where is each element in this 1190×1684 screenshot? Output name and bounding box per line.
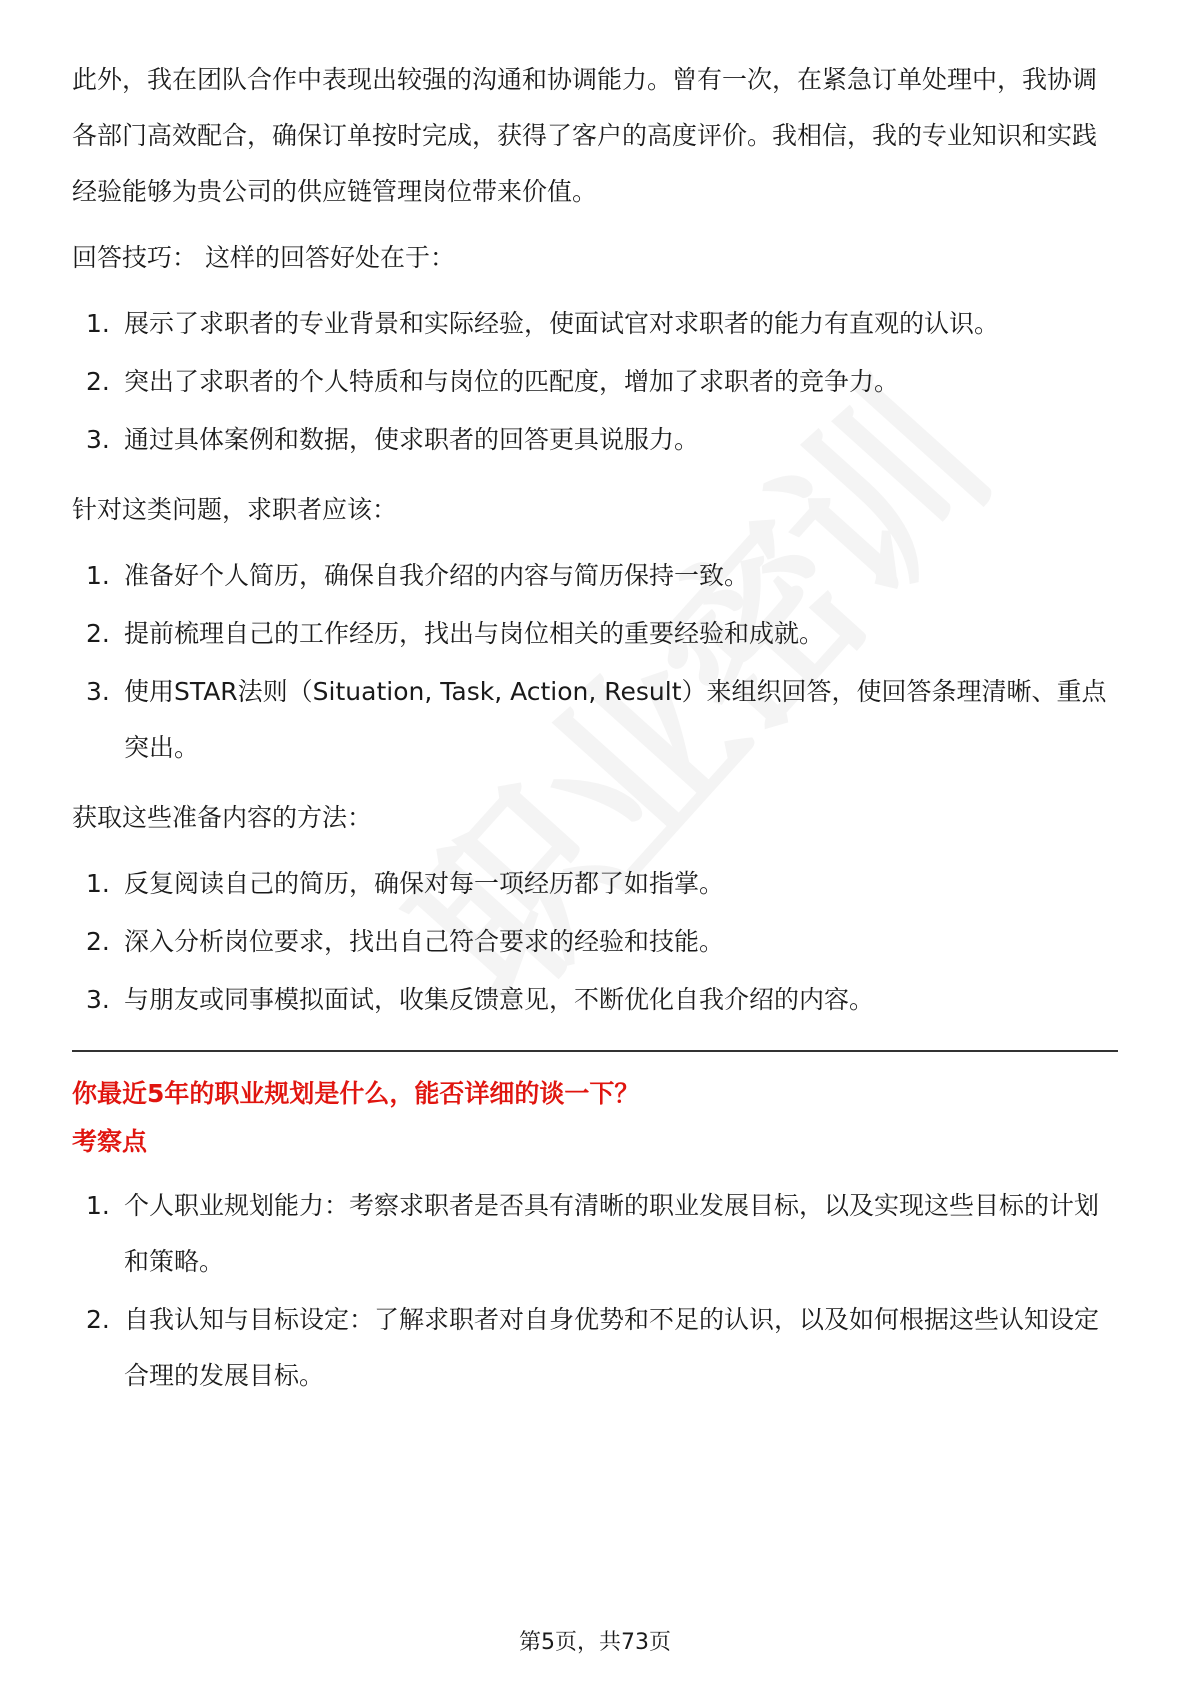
list-item bbox=[72, 296, 1118, 352]
list-text: 准备好个人简历，确保自我介绍的内容与简历保持一致。 bbox=[124, 561, 750, 590]
list-text: 与朋友或同事模拟面试，收集反馈意见，不断优化自我介绍的内容。 bbox=[124, 985, 875, 1014]
document-page bbox=[72, 52, 1118, 1426]
question-title: 你最近5年的职业规划是什么，能否详细的谈一下？ bbox=[72, 1079, 640, 1108]
should-list bbox=[72, 548, 1118, 776]
list-text: 通过具体案例和数据，使求职者的回答更具说服力。 bbox=[124, 425, 700, 454]
list-item bbox=[72, 664, 1118, 776]
list-text: 提前梳理自己的工作经历，找出与岗位相关的重要经验和成就。 bbox=[124, 619, 825, 648]
list-number: 1. bbox=[86, 561, 110, 590]
list-item bbox=[72, 972, 1118, 1028]
list-text: 深入分析岗位要求，找出自己符合要求的经验和技能。 bbox=[124, 927, 725, 956]
list-item bbox=[72, 354, 1118, 410]
tips-list bbox=[72, 296, 1118, 468]
section-divider bbox=[72, 1050, 1118, 1052]
list-number: 3. bbox=[86, 985, 110, 1014]
list-number: 1. bbox=[86, 1191, 110, 1220]
list-text: 自我认知与目标设定：了解求职者对自身优势和不足的认识，以及如何根据这些认知设定合理的发展目标。 bbox=[124, 1305, 1100, 1390]
should-heading: 针对这类问题，求职者应该： bbox=[72, 495, 398, 524]
list-text: 突出了求职者的个人特质和与岗位的匹配度，增加了求职者的竞争力。 bbox=[124, 367, 900, 396]
list-item bbox=[72, 1292, 1118, 1404]
question-list bbox=[72, 1178, 1118, 1404]
list-text: 展示了求职者的专业背景和实际经验，使面试官对求职者的能力有直观的认识。 bbox=[124, 309, 1000, 338]
list-number: 1. bbox=[86, 869, 110, 898]
methods-list bbox=[72, 856, 1118, 1028]
list-number: 3. bbox=[86, 425, 110, 454]
list-item bbox=[72, 412, 1118, 468]
list-number: 2. bbox=[86, 927, 110, 956]
list-item bbox=[72, 606, 1118, 662]
intro-paragraph: 此外，我在团队合作中表现出较强的沟通和协调能力。曾有一次，在紧急订单处理中，我协调各部门高效配合，确保订单按时完成，获得了客户的高度评价。我相信，我的专业知识和实践经验能够为贵公司的供应链管理岗位带来价值。 bbox=[72, 65, 1098, 206]
methods-heading: 获取这些准备内容的方法： bbox=[72, 803, 373, 832]
list-number: 2. bbox=[86, 367, 110, 396]
list-text: 使用STAR法则（Situation, Task, Action, Result）来组织回答，使回答条理清晰、重点突出。 bbox=[124, 677, 1107, 762]
question-subtitle: 考察点 bbox=[72, 1127, 148, 1156]
list-item bbox=[72, 856, 1118, 912]
list-item bbox=[72, 548, 1118, 604]
list-number: 1. bbox=[86, 309, 110, 338]
list-number: 2. bbox=[86, 1305, 110, 1334]
tips-heading: 回答技巧： 这样的回答好处在于： bbox=[72, 243, 455, 272]
list-item bbox=[72, 1178, 1118, 1290]
page-footer: 第5页，共73页 bbox=[519, 1630, 671, 1655]
list-text: 反复阅读自己的简历，确保对每一项经历都了如指掌。 bbox=[124, 869, 725, 898]
list-number: 2. bbox=[86, 619, 110, 648]
list-text: 个人职业规划能力：考察求职者是否具有清晰的职业发展目标，以及实现这些目标的计划和策略。 bbox=[124, 1191, 1100, 1276]
list-item bbox=[72, 914, 1118, 970]
list-number: 3. bbox=[86, 677, 110, 706]
